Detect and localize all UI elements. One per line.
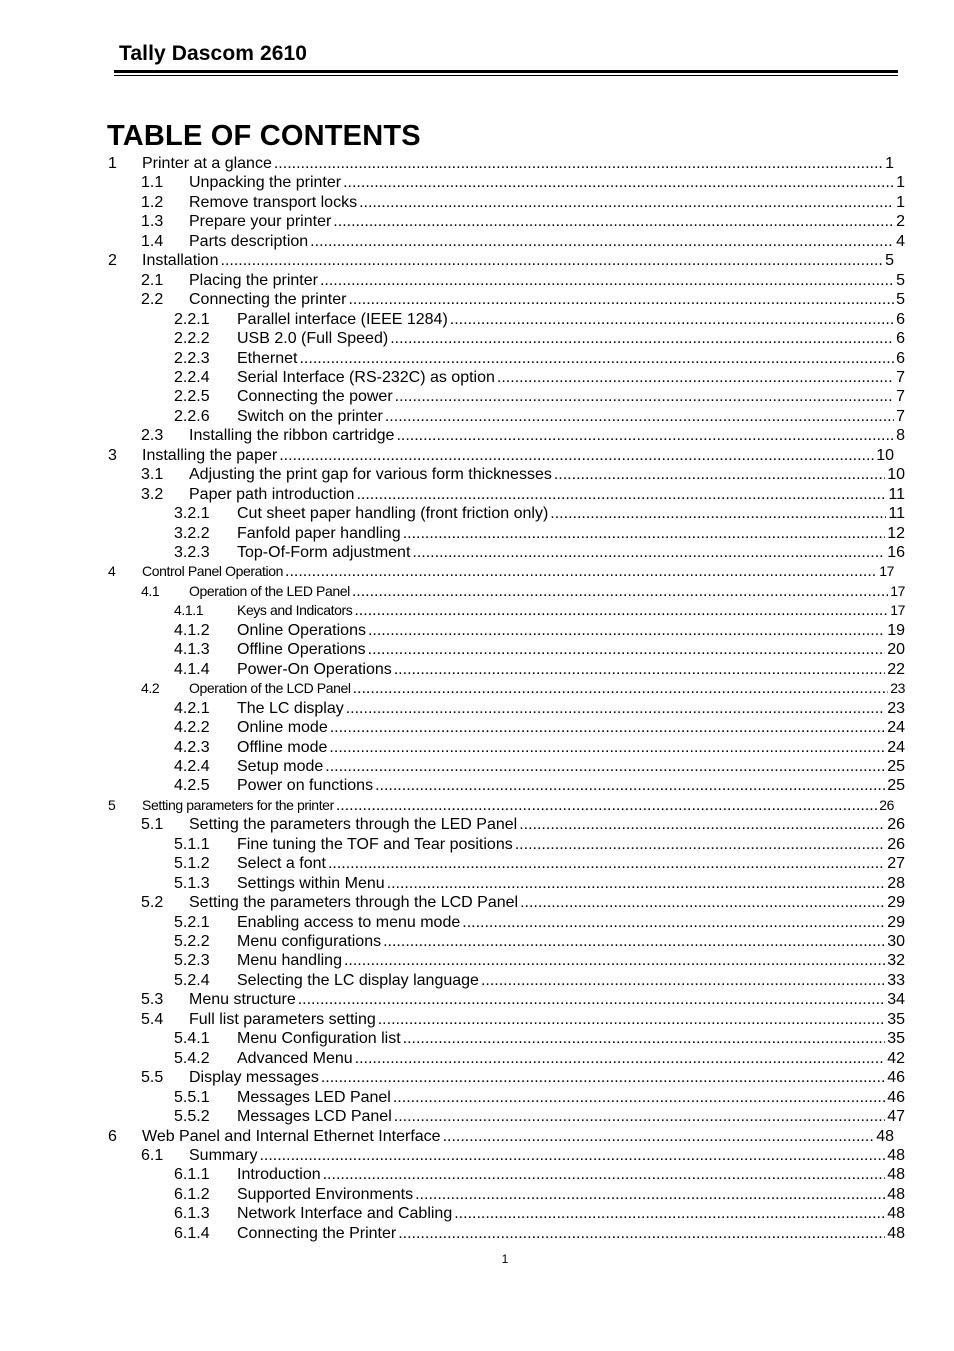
toc-entry-number: 5.1.3	[174, 875, 210, 892]
toc-entry-page: 26	[887, 816, 905, 833]
toc-entry-number: 4.2.1	[174, 700, 210, 717]
toc-entry-page: 17	[890, 602, 905, 618]
toc-entry[interactable]	[141, 271, 905, 290]
toc-entry-leader-dots	[385, 407, 894, 426]
toc-entry-page: 34	[887, 991, 905, 1008]
toc-entry-title: Online mode	[237, 719, 328, 736]
toc-entry-title: Summary	[189, 1147, 258, 1164]
toc-entry-number: 2	[108, 252, 117, 269]
toc-entry-number: 2.2.4	[174, 369, 210, 386]
toc-entry[interactable]	[141, 290, 905, 309]
toc-entry-number: 6.1	[141, 1147, 164, 1164]
toc-entry-number: 5.3	[141, 991, 164, 1008]
toc-entry-title: Offline Operations	[237, 641, 366, 658]
toc-entry[interactable]	[174, 1088, 905, 1107]
toc-entry-title: Power on functions	[237, 777, 374, 794]
toc-entry-leader-dots	[320, 271, 894, 290]
toc-entry[interactable]	[141, 465, 905, 484]
toc-entry-title: Messages LCD Panel	[237, 1108, 392, 1125]
toc-entry[interactable]	[174, 699, 905, 718]
toc-entry[interactable]	[108, 796, 894, 815]
page-number: 1	[501, 1252, 509, 1266]
toc-entry-number: 5.4.2	[174, 1050, 210, 1067]
toc-entry-title: Adjusting the print gap for various form thicknesses	[189, 466, 552, 483]
header-rule-thick	[114, 70, 898, 73]
toc-entry[interactable]	[108, 154, 894, 173]
toc-entry-number: 5	[108, 797, 116, 813]
toc-entry-title: The LC display	[237, 700, 344, 717]
toc-entry-leader-dots	[356, 485, 886, 504]
toc-entry-number: 4.2.4	[174, 758, 210, 775]
toc-entry-page: 48	[887, 1225, 905, 1242]
toc-entry-page: 20	[887, 641, 905, 658]
header-rule-thin	[114, 75, 898, 76]
toc-entry-number: 2.3	[141, 427, 164, 444]
toc-entry-page: 10	[876, 447, 894, 464]
toc-entry-leader-dots	[412, 543, 885, 562]
toc-entry-title: Online Operations	[237, 622, 366, 639]
toc-entry-page: 25	[887, 758, 905, 775]
toc-entry-leader-dots	[285, 562, 877, 581]
toc-entry-page: 8	[896, 427, 905, 444]
toc-entry[interactable]	[174, 601, 905, 620]
toc-entry-number: 2.2	[141, 291, 164, 308]
toc-entry-title: Printer at a glance	[142, 155, 272, 172]
toc-entry[interactable]	[141, 1010, 905, 1029]
toc-entry-page: 16	[887, 544, 905, 561]
toc-entry-leader-dots	[390, 329, 894, 348]
toc-entry-leader-dots	[450, 310, 894, 329]
toc-entry-title: Connecting the printer	[189, 291, 347, 308]
toc-entry-title: Installing the ribbon cartridge	[189, 427, 395, 444]
toc-entry[interactable]	[174, 835, 905, 854]
toc-entry-number: 4.1.1	[174, 602, 204, 618]
toc-entry[interactable]	[174, 913, 905, 932]
toc-entry-title: Menu handling	[237, 952, 342, 969]
toc-entry-leader-dots	[346, 699, 885, 718]
toc-entry-title: Paper path introduction	[189, 486, 355, 503]
toc-entry-leader-dots	[336, 796, 877, 815]
toc-entry-leader-dots	[348, 290, 894, 309]
toc-entry-number: 4.1.2	[174, 622, 210, 639]
toc-entry-leader-dots	[443, 1127, 875, 1146]
toc-entry-leader-dots	[333, 212, 894, 231]
toc-entry-number: 4.2.2	[174, 719, 210, 736]
toc-entry-title: Offline mode	[237, 739, 328, 756]
toc-entry-number: 3.2.2	[174, 525, 210, 542]
toc-entry-page: 4	[896, 233, 905, 250]
toc-entry-title: Control Panel Operation	[142, 563, 283, 579]
toc-entry[interactable]	[141, 485, 905, 504]
toc-entry[interactable]	[174, 757, 905, 776]
toc-entry-title: Connecting the power	[237, 388, 393, 405]
toc-entry-page: 5	[896, 272, 905, 289]
toc-entry-title: Menu Configuration list	[237, 1030, 401, 1047]
toc-entry-leader-dots	[330, 718, 885, 737]
toc-entry-number: 1.2	[141, 194, 164, 211]
toc-entry-number: 5.2.4	[174, 972, 210, 989]
toc-entry-number: 6.1.1	[174, 1166, 210, 1183]
toc-entry-title: Ethernet	[237, 350, 298, 367]
toc-entry-number: 5.1	[141, 816, 164, 833]
toc-entry-page: 6	[896, 311, 905, 328]
toc-entry[interactable]	[174, 640, 905, 659]
toc-entry[interactable]	[174, 349, 905, 368]
toc-entry-number: 5.2.1	[174, 914, 210, 931]
toc-entry[interactable]	[174, 951, 905, 970]
toc-entry[interactable]	[174, 971, 905, 990]
toc-entry-number: 4	[108, 563, 116, 579]
toc-entry-page: 48	[887, 1166, 905, 1183]
toc-entry-number: 5.2	[141, 894, 164, 911]
toc-entry[interactable]	[174, 874, 905, 893]
toc-entry-title: Advanced Menu	[237, 1050, 353, 1067]
toc-entry[interactable]	[174, 1107, 905, 1126]
toc-entry-leader-dots	[298, 990, 885, 1009]
toc-entry[interactable]	[174, 1029, 905, 1048]
toc-entry-page: 35	[887, 1030, 905, 1047]
toc-entry[interactable]	[108, 446, 894, 465]
toc-entry[interactable]	[174, 407, 905, 426]
toc-entry-leader-dots	[481, 971, 885, 990]
toc-entry-title: Prepare your printer	[189, 213, 332, 230]
toc-entry-title: Parallel interface (IEEE 1284)	[237, 311, 448, 328]
toc-entry-title: Web Panel and Internal Ethernet Interface	[142, 1128, 441, 1145]
toc-entry-leader-dots	[515, 835, 885, 854]
toc-entry-page: 17	[890, 583, 905, 599]
toc-entry-title: Placing the printer	[189, 272, 318, 289]
toc-entry-title: Setup mode	[237, 758, 324, 775]
toc-entry-leader-dots	[344, 951, 885, 970]
toc-entry-leader-dots	[279, 446, 874, 465]
toc-entry-page: 7	[896, 408, 905, 425]
toc-entry-title: Remove transport locks	[189, 194, 358, 211]
toc-entry-page: 6	[896, 330, 905, 347]
toc-entry-page: 24	[887, 719, 905, 736]
toc-entry-title: Select a font	[237, 855, 326, 872]
toc-entry-title: Settings within Menu	[237, 875, 385, 892]
toc-entry-title: Keys and Indicators	[237, 602, 353, 618]
toc-entry-title: Display messages	[189, 1069, 319, 1086]
toc-entry-number: 1.3	[141, 213, 164, 230]
toc-entry[interactable]	[141, 173, 905, 192]
toc-entry-number: 5.2.2	[174, 933, 210, 950]
toc-entry-title: Fanfold paper handling	[237, 525, 401, 542]
toc-entry-leader-dots	[415, 1185, 885, 1204]
toc-entry-title: Top-Of-Form adjustment	[237, 544, 411, 561]
toc-entry[interactable]	[141, 582, 905, 601]
toc-entry[interactable]	[141, 679, 905, 698]
toc-entry-title: Setting parameters for the printer	[142, 797, 334, 813]
toc-entry-number: 4.2	[141, 680, 160, 696]
toc-entry-number: 1	[108, 155, 117, 172]
toc-entry[interactable]	[174, 718, 905, 737]
toc-entry[interactable]	[174, 387, 905, 406]
toc-entry[interactable]	[141, 893, 905, 912]
toc-entry-leader-dots	[519, 815, 885, 834]
toc-entry[interactable]	[174, 310, 905, 329]
toc-entry-title: USB 2.0 (Full Speed)	[237, 330, 389, 347]
toc-entry-leader-dots	[520, 893, 885, 912]
toc-entry-leader-dots	[378, 1010, 885, 1029]
toc-entry-number: 5.5	[141, 1069, 164, 1086]
toc-entry-title: Serial Interface (RS-232C) as option	[237, 369, 495, 386]
toc-entry-page: 48	[876, 1128, 894, 1145]
toc-entry-leader-dots	[394, 660, 885, 679]
toc-entry[interactable]	[108, 1127, 894, 1146]
toc-entry[interactable]	[174, 524, 905, 543]
toc-entry-number: 6.1.3	[174, 1205, 210, 1222]
toc-entry[interactable]	[174, 368, 905, 387]
toc-entry-page: 29	[887, 914, 905, 931]
toc-entry-number: 1.1	[141, 174, 164, 191]
toc-entry-page: 23	[890, 680, 905, 696]
toc-entry-title: Power-On Operations	[237, 661, 392, 678]
toc-entry-leader-dots	[462, 913, 885, 932]
toc-entry-title: Parts description	[189, 233, 309, 250]
toc-entry-number: 3	[108, 447, 117, 464]
toc-entry-page: 17	[879, 563, 894, 579]
toc-entry-page: 42	[887, 1050, 905, 1067]
toc-entry-page: 23	[887, 700, 905, 717]
toc-entry-leader-dots	[398, 1224, 885, 1243]
toc-entry-page: 46	[887, 1069, 905, 1086]
toc-entry-leader-dots	[368, 621, 885, 640]
toc-entry-leader-dots	[383, 932, 885, 951]
toc-entry[interactable]	[174, 1185, 905, 1204]
toc-entry-page: 48	[887, 1186, 905, 1203]
toc-entry[interactable]	[174, 1204, 905, 1223]
toc-entry-page: 5	[896, 291, 905, 308]
toc-entry-number: 2.2.6	[174, 408, 210, 425]
toc-entry-leader-dots	[355, 1049, 886, 1068]
toc-entry-page: 1	[885, 155, 894, 172]
toc-entry[interactable]	[141, 1068, 905, 1087]
toc-entry-number: 5.4	[141, 1011, 164, 1028]
toc-entry-number: 4.1.3	[174, 641, 210, 658]
toc-entry-page: 29	[887, 894, 905, 911]
toc-entry-number: 3.2.1	[174, 505, 210, 522]
toc-entry-page: 32	[887, 952, 905, 969]
toc-entry-number: 3.2	[141, 486, 164, 503]
toc-entry[interactable]	[141, 1146, 905, 1165]
toc-entry-page: 48	[887, 1147, 905, 1164]
toc-entry-number: 5.2.3	[174, 952, 210, 969]
toc-entry-page: 6	[896, 350, 905, 367]
toc-entry-leader-dots	[497, 368, 894, 387]
toc-entry-page: 26	[887, 836, 905, 853]
toc-entry-page: 47	[887, 1108, 905, 1125]
toc-entry-leader-dots	[221, 251, 884, 270]
toc-entry-title: Full list parameters setting	[189, 1011, 376, 1028]
toc-entry[interactable]	[174, 1224, 905, 1243]
toc-entry-leader-dots	[375, 776, 885, 795]
toc-entry-title: Switch on the printer	[237, 408, 383, 425]
toc-entry-number: 2.1	[141, 272, 164, 289]
toc-entry[interactable]	[174, 621, 905, 640]
toc-entry-page: 1	[896, 174, 905, 191]
toc-entry-leader-dots	[310, 232, 894, 251]
toc-entry-number: 3.2.3	[174, 544, 210, 561]
toc-entry-leader-dots	[325, 757, 885, 776]
toc-entry-page: 22	[887, 661, 905, 678]
toc-entry-page: 11	[888, 486, 905, 503]
toc-entry-page: 5	[885, 252, 894, 269]
toc-entry-leader-dots	[323, 1165, 886, 1184]
toc-entry-number: 5.5.2	[174, 1108, 210, 1125]
toc-entry-number: 2.2.2	[174, 330, 210, 347]
toc-entry-number: 4.2.3	[174, 739, 210, 756]
toc-entry-page: 25	[887, 777, 905, 794]
toc-entry[interactable]	[174, 738, 905, 757]
toc-entry[interactable]	[108, 562, 894, 581]
toc-entry-title: Setting the parameters through the LED Panel	[189, 816, 518, 833]
toc-entry-title: Menu configurations	[237, 933, 382, 950]
toc-entry-page: 27	[887, 855, 905, 872]
toc-entry-page: 24	[887, 739, 905, 756]
toc-entry-page: 19	[887, 622, 905, 639]
toc-entry[interactable]	[174, 504, 905, 523]
toc-entry-number: 4.1	[141, 583, 160, 599]
toc-entry-page: 7	[896, 388, 905, 405]
toc-entry-page: 11	[888, 505, 905, 522]
toc-entry-leader-dots	[354, 601, 888, 620]
toc-entry[interactable]	[141, 815, 905, 834]
toc-heading: TABLE OF CONTENTS	[107, 120, 421, 152]
toc-entry-number: 4.1.4	[174, 661, 210, 678]
toc-entry-page: 48	[887, 1205, 905, 1222]
toc-entry-leader-dots	[359, 193, 894, 212]
toc-entry-title: Selecting the LC display language	[237, 972, 479, 989]
toc-entry-title: Operation of the LED Panel	[189, 583, 350, 599]
toc-entry-leader-dots	[403, 1029, 886, 1048]
document-header-title: Tally Dascom 2610	[119, 42, 308, 65]
toc-entry-title: Menu structure	[189, 991, 296, 1008]
toc-entry-leader-dots	[259, 1146, 885, 1165]
toc-entry-title: Operation of the LCD Panel	[189, 680, 351, 696]
toc-entry-number: 6.1.2	[174, 1186, 210, 1203]
toc-entry-leader-dots	[554, 465, 885, 484]
toc-entry-leader-dots	[321, 1068, 885, 1087]
toc-entry-title: Supported Environments	[237, 1186, 414, 1203]
toc-entry-leader-dots	[393, 1088, 885, 1107]
toc-entry-leader-dots	[353, 679, 889, 698]
toc-entry-leader-dots	[329, 738, 885, 757]
toc-entry-title: Cut sheet paper handling (front friction only)	[237, 505, 549, 522]
toc-entry-page: 1	[896, 194, 905, 211]
toc-entry-leader-dots	[396, 426, 894, 445]
toc-entry-page: 26	[879, 797, 894, 813]
toc-entry-title: Enabling access to menu mode	[237, 914, 461, 931]
toc-entry-leader-dots	[395, 387, 894, 406]
toc-entry[interactable]	[141, 426, 905, 445]
toc-entry-number: 6	[108, 1128, 117, 1145]
toc-entry[interactable]	[174, 776, 905, 795]
toc-entry-title: Connecting the Printer	[237, 1225, 397, 1242]
toc-entry-leader-dots	[387, 874, 886, 893]
toc-entry-title: Installation	[142, 252, 219, 269]
toc-entry-page: 33	[887, 972, 905, 989]
toc-entry[interactable]	[174, 543, 905, 562]
toc-entry-leader-dots	[550, 504, 886, 523]
toc-entry-leader-dots	[328, 854, 885, 873]
toc-entry[interactable]	[108, 251, 894, 270]
toc-entry-page: 7	[896, 369, 905, 386]
toc-entry-title: Fine tuning the TOF and Tear positions	[237, 836, 513, 853]
toc-entry[interactable]	[174, 854, 905, 873]
toc-entry[interactable]	[141, 193, 905, 212]
toc-entry-leader-dots	[403, 524, 886, 543]
toc-entry-page: 46	[887, 1089, 905, 1106]
toc-entry-number: 2.2.1	[174, 311, 210, 328]
toc-entry-leader-dots	[454, 1204, 885, 1223]
toc-entry-number: 1.4	[141, 233, 164, 250]
toc-entry-page: 30	[887, 933, 905, 950]
toc-entry-number: 2.2.3	[174, 350, 210, 367]
toc-entry-number: 4.2.5	[174, 777, 210, 794]
toc-entry-leader-dots	[343, 173, 894, 192]
toc-entry-title: Introduction	[237, 1166, 321, 1183]
toc-entry-number: 5.4.1	[174, 1030, 210, 1047]
toc-entry-page: 2	[896, 213, 905, 230]
toc-entry[interactable]	[174, 329, 905, 348]
toc-entry-number: 6.1.4	[174, 1225, 210, 1242]
toc-entry[interactable]	[174, 660, 905, 679]
toc-entry-title: Messages LED Panel	[237, 1089, 391, 1106]
toc-entry-title: Installing the paper	[142, 447, 278, 464]
toc-entry[interactable]	[141, 990, 905, 1009]
toc-entry-leader-dots	[368, 640, 886, 659]
toc-entry-page: 35	[887, 1011, 905, 1028]
toc-entry[interactable]	[174, 1165, 905, 1184]
toc-entry-number: 3.1	[141, 466, 164, 483]
toc-entry-title: Network Interface and Cabling	[237, 1205, 453, 1222]
toc-entry-page: 28	[887, 875, 905, 892]
toc-entry-number: 2.2.5	[174, 388, 210, 405]
toc-entry[interactable]	[174, 932, 905, 951]
toc-entry-page: 12	[887, 525, 905, 542]
toc-entry-leader-dots	[299, 349, 894, 368]
toc-entry-number: 5.1.1	[174, 836, 210, 853]
toc-entry-number: 5.1.2	[174, 855, 210, 872]
toc-entry-title: Unpacking the printer	[189, 174, 342, 191]
toc-entry-page: 10	[887, 466, 905, 483]
toc-entry-number: 5.5.1	[174, 1089, 210, 1106]
toc-entry-leader-dots	[394, 1107, 885, 1126]
toc-entry-leader-dots	[352, 582, 888, 601]
toc-entry[interactable]	[141, 232, 905, 251]
toc-entry[interactable]	[174, 1049, 905, 1068]
toc-entry[interactable]	[141, 212, 905, 231]
toc-entry-title: Setting the parameters through the LCD Panel	[189, 894, 519, 911]
toc-entry-leader-dots	[274, 154, 883, 173]
